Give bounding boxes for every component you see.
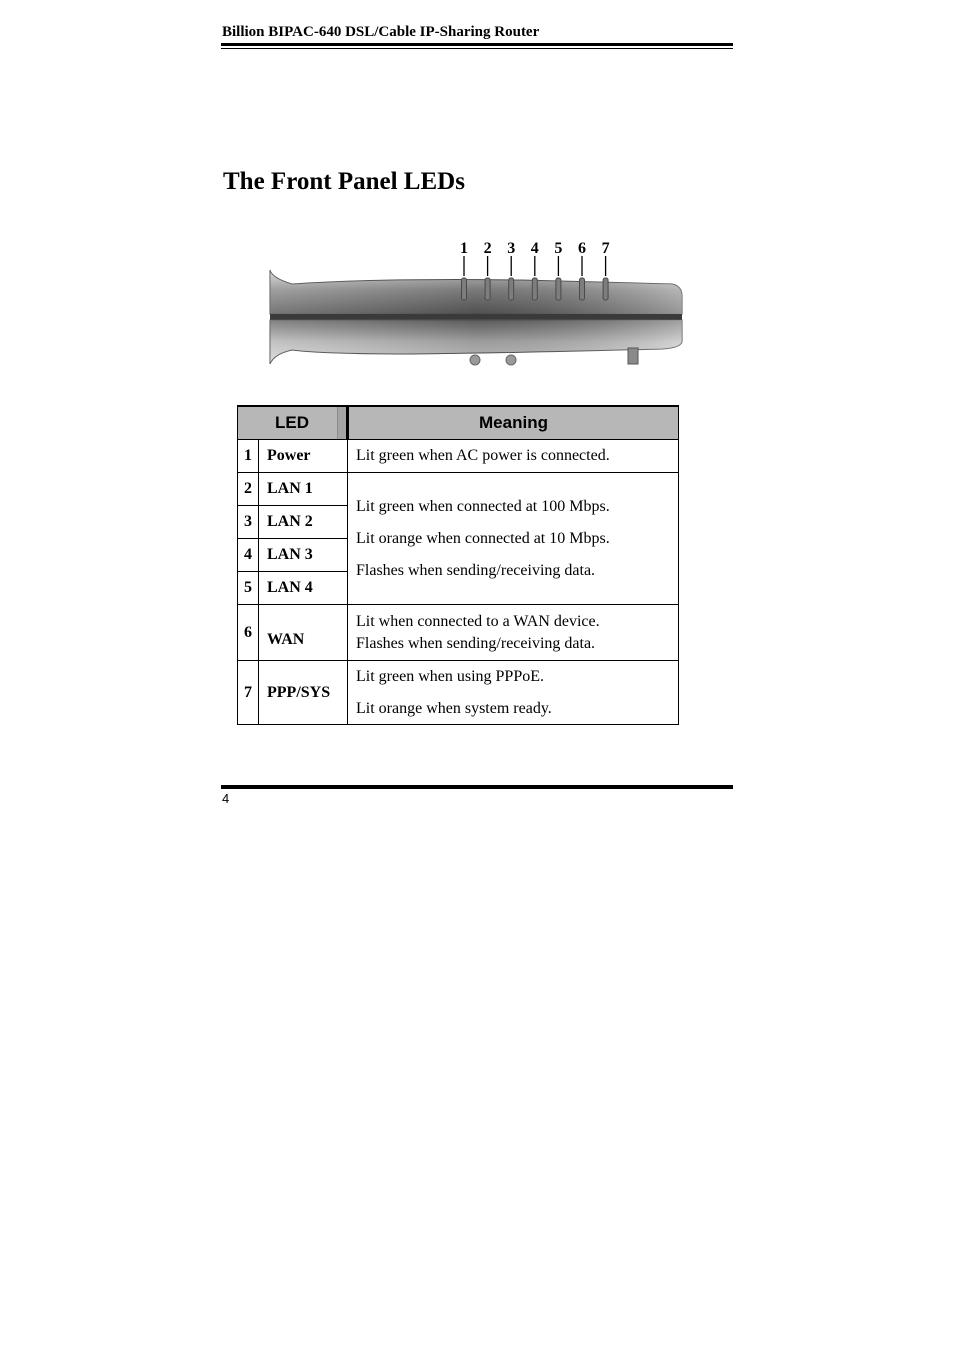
led-table — [237, 405, 679, 725]
table-row — [238, 605, 679, 661]
meaning-line: Flashes when sending/receiving data. — [356, 634, 596, 652]
meaning-line: Lit orange when system ready. — [356, 699, 552, 717]
callout-number: 3 — [507, 240, 516, 257]
led-number: 5 — [238, 572, 259, 605]
router-foot — [506, 355, 516, 365]
meaning-line: Lit green when using PPPoE. — [356, 667, 544, 685]
led-name: Power — [259, 440, 348, 473]
header-led-label: LED — [275, 413, 309, 432]
led-name: LAN 4 — [259, 572, 348, 605]
router-seam — [270, 314, 682, 320]
router-foot — [470, 355, 480, 365]
callout-number: 2 — [483, 240, 492, 257]
led-name: LAN 1 — [259, 473, 348, 506]
led-meaning — [348, 605, 679, 661]
header-rule-thin — [221, 48, 733, 49]
led-indicator — [509, 278, 514, 300]
table-row — [238, 440, 679, 473]
section-title: The Front Panel LEDs — [223, 168, 465, 195]
router-front-panel-figure — [262, 236, 692, 372]
led-name: LAN 3 — [259, 539, 348, 572]
led-name: PPP/SYS — [259, 661, 348, 725]
led-number: 2 — [238, 473, 259, 506]
meaning-line: Flashes when sending/receiving data. — [356, 561, 596, 579]
led-indicator — [603, 278, 608, 300]
callout-group — [460, 240, 610, 276]
header-shade — [337, 407, 346, 439]
led-number: 4 — [238, 539, 259, 572]
callout-number: 1 — [460, 240, 468, 257]
led-indicator — [580, 278, 585, 300]
page-number: 4 — [222, 791, 230, 806]
router-foot-rear — [628, 348, 638, 364]
table-row — [238, 473, 679, 506]
meaning-line: Lit green when connected at 100 Mbps. — [356, 497, 610, 515]
callout-number: 7 — [601, 240, 610, 257]
callout-number: 6 — [578, 240, 586, 257]
led-indicator — [485, 278, 490, 300]
led-indicator — [532, 278, 537, 300]
led-meaning-lan — [348, 473, 679, 605]
led-meaning — [348, 440, 679, 473]
header-rule — [221, 43, 733, 46]
led-meaning — [348, 661, 679, 725]
header-meaning: Meaning — [348, 406, 679, 440]
footer-rule — [221, 785, 733, 789]
led-name: LAN 2 — [259, 506, 348, 539]
led-number: 7 — [238, 661, 259, 725]
table-row — [238, 661, 679, 725]
led-indicator — [556, 278, 561, 300]
meaning-line: Lit green when AC power is connected. — [356, 447, 610, 464]
running-header: Billion BIPAC-640 DSL/Cable IP-Sharing Router — [222, 24, 540, 40]
led-number: 6 — [238, 605, 259, 661]
led-name: WAN — [259, 605, 348, 661]
led-number: 3 — [238, 506, 259, 539]
meaning-line: Lit when connected to a WAN device. — [356, 612, 600, 630]
header-led — [238, 406, 348, 440]
table-header-row — [238, 406, 679, 440]
meaning-line: Lit orange when connected at 10 Mbps. — [356, 529, 610, 547]
callout-number: 4 — [530, 240, 539, 257]
led-number: 1 — [238, 440, 259, 473]
led-indicator — [462, 278, 467, 300]
callout-number: 5 — [554, 240, 563, 257]
